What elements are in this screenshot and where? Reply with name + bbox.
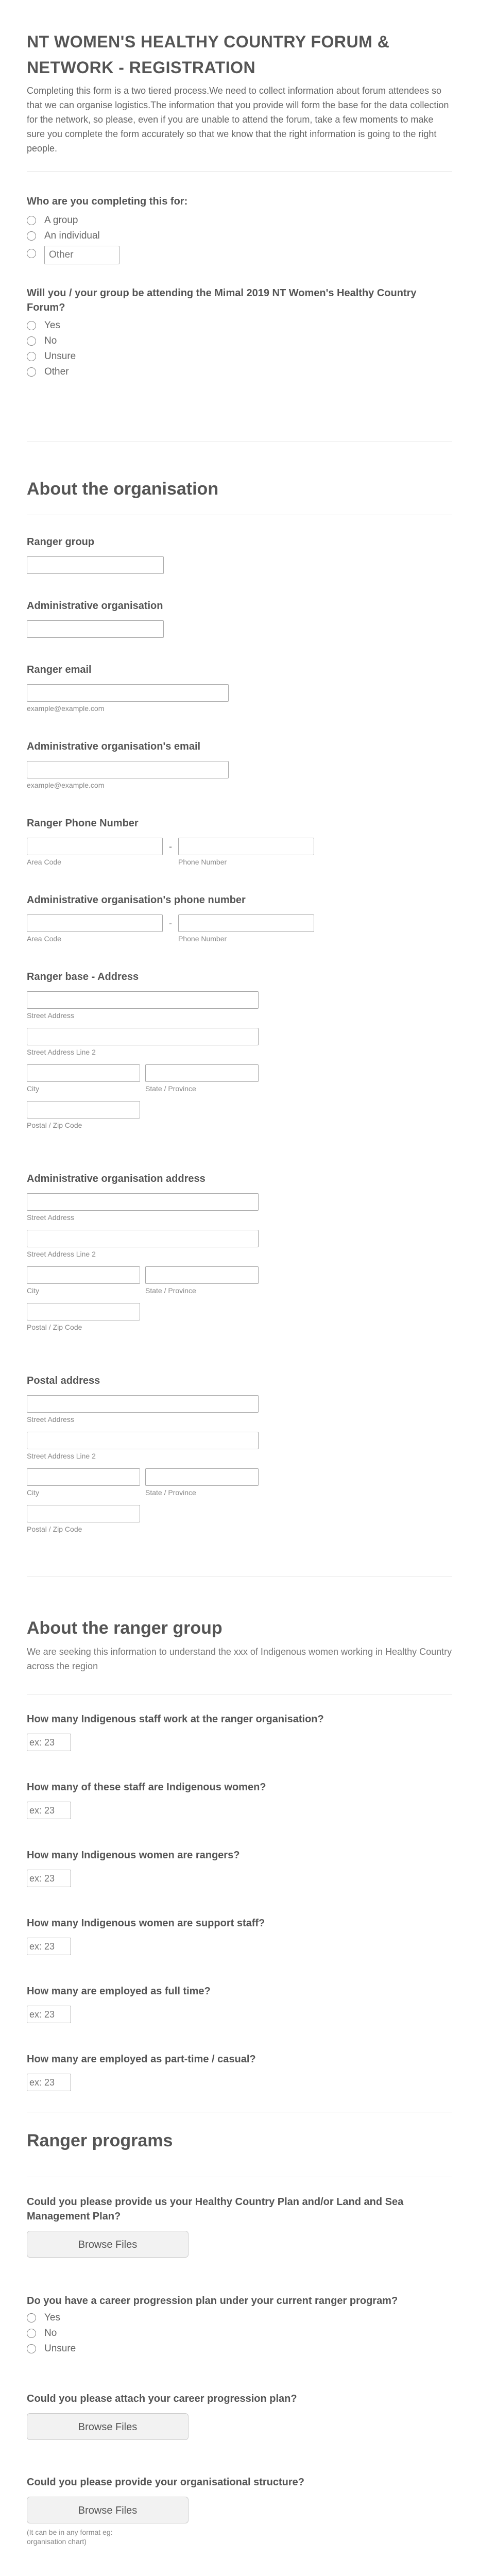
ranger-street-input[interactable] (27, 991, 259, 1009)
street2-label: Street Address Line 2 (27, 1048, 96, 1056)
option-label: No (44, 2328, 57, 2338)
field-women-rangers (27, 1835, 452, 1903)
question-who (27, 172, 452, 279)
structure-note: (It can be in any format eg: organisation chart) (27, 2528, 113, 2546)
ranger-city-input[interactable] (27, 1064, 140, 1082)
admin-address-label: Administrative organisation address (27, 1173, 206, 1184)
radio-unsure[interactable] (27, 352, 36, 361)
radio-a-group[interactable] (27, 216, 36, 225)
field-ranger-email (27, 653, 452, 730)
postal-postal-input[interactable] (27, 1505, 140, 1522)
radio-unsure[interactable] (27, 2344, 36, 2353)
option-other[interactable] (27, 244, 452, 266)
radio-no[interactable] (27, 336, 36, 346)
option-label: An individual (44, 230, 100, 241)
radio-no[interactable] (27, 2329, 36, 2338)
career-label: Do you have a career progression plan under your current ranger program? (27, 2295, 398, 2307)
field-full-time (27, 1971, 452, 2039)
phone-number-label: Phone Number (178, 935, 227, 943)
option-label: No (44, 335, 57, 346)
option-other-attend[interactable] (27, 364, 452, 380)
browse-files-button[interactable]: Browse Files (27, 2231, 189, 2258)
field-attach-career-plan (27, 2372, 452, 2455)
phone-number-label: Phone Number (178, 858, 227, 866)
option-a-group[interactable] (27, 213, 452, 228)
area-code-label: Area Code (27, 935, 61, 943)
option-yes[interactable] (27, 318, 452, 333)
postal-label: Postal / Zip Code (27, 1121, 82, 1129)
city-label: City (27, 1084, 40, 1093)
question-label: How many of these staff are Indigenous women? (27, 1782, 266, 1793)
question-label: How many Indigenous women are rangers? (27, 1850, 240, 1861)
radio-an-individual[interactable] (27, 231, 36, 241)
field-ranger-address (27, 960, 452, 1162)
option-no[interactable] (27, 2326, 452, 2341)
option-an-individual[interactable] (27, 228, 452, 244)
field-admin-phone (27, 884, 452, 960)
postal-street-input[interactable] (27, 1395, 259, 1413)
question-who-label: Who are you completing this for: (27, 196, 188, 207)
field-org-structure (27, 2455, 452, 2576)
option-label: Yes (44, 2312, 60, 2323)
ranger-email-label: Ranger email (27, 664, 92, 675)
field-admin-email (27, 730, 452, 807)
field-admin-org (27, 589, 452, 653)
section-organisation (27, 442, 452, 515)
option-unsure[interactable] (27, 2341, 452, 2357)
attach-label: Could you please attach your career progression plan? (27, 2393, 297, 2404)
admin-org-label: Administrative organisation (27, 600, 163, 612)
postal-city-input[interactable] (27, 1468, 140, 1486)
question-label: How many Indigenous staff work at the ranger organisation? (27, 1714, 324, 1725)
admin-street-input[interactable] (27, 1193, 259, 1211)
option-label: A group (44, 215, 78, 226)
area-code-label: Area Code (27, 858, 61, 866)
radio-other-attend[interactable] (27, 367, 36, 377)
street-label: Street Address (27, 1213, 74, 1222)
field-support-staff (27, 1903, 452, 1971)
form-title: NT WOMEN'S HEALTHY COUNTRY FORUM & NETWORK - REGISTRATION (27, 32, 390, 77)
ranger-email-input[interactable] (27, 684, 229, 702)
admin-phone-label: Administrative organisation's phone number (27, 894, 246, 906)
form-intro: Completing this form is a two tiered process.We need to collect information about forum attendees so that we can organise logistics.The information that you provide will form the base for the data collection for the network, so please, even if you are unable to attend the forum, take a few moments to make sure you complete the form accurately so that we know that the right information is going to the right people. (27, 86, 449, 154)
admin-area-code-input[interactable] (27, 914, 163, 932)
field-indigenous-women-staff (27, 1767, 452, 1835)
option-label: Unsure (44, 2343, 76, 2354)
admin-phone-input[interactable] (178, 914, 314, 932)
field-ranger-group (27, 515, 452, 589)
number-input[interactable] (27, 1802, 71, 1819)
admin-street2-input[interactable] (27, 1230, 259, 1247)
ranger-state-input[interactable] (145, 1064, 259, 1082)
number-input[interactable] (27, 1938, 71, 1955)
question-attend-label: Will you / your group be attending the Mimal 2019 NT Women's Healthy Country Forum? (27, 287, 417, 313)
street-label: Street Address (27, 1415, 74, 1423)
option-unsure[interactable] (27, 349, 452, 364)
field-career-progression (27, 2273, 452, 2372)
question-attend (27, 279, 452, 442)
email-hint: example@example.com (27, 704, 105, 713)
phone-dash: - (169, 841, 172, 852)
admin-email-label: Administrative organisation's email (27, 741, 201, 752)
state-label: State / Province (145, 1488, 196, 1497)
state-label: State / Province (145, 1286, 196, 1295)
ranger-phone-input[interactable] (178, 838, 314, 855)
number-input[interactable] (27, 1870, 71, 1887)
option-label: Other (44, 366, 69, 377)
city-label: City (27, 1488, 40, 1497)
option-yes[interactable] (27, 2310, 452, 2326)
ranger-address-label: Ranger base - Address (27, 971, 139, 982)
postal-label: Postal / Zip Code (27, 1525, 82, 1533)
number-input[interactable] (27, 2074, 71, 2091)
email-hint: example@example.com (27, 781, 105, 789)
radio-other[interactable] (27, 249, 36, 258)
number-input[interactable] (27, 2006, 71, 2023)
street2-label: Street Address Line 2 (27, 1250, 96, 1258)
question-label: How many Indigenous women are support staff? (27, 1918, 265, 1929)
browse-files-button[interactable]: Browse Files (27, 2497, 189, 2523)
admin-email-input[interactable] (27, 761, 229, 778)
ranger-area-code-input[interactable] (27, 838, 163, 855)
street-label: Street Address (27, 1011, 74, 1020)
postal-label: Postal / Zip Code (27, 1323, 82, 1331)
question-label: How many are employed as part-time / casual? (27, 2054, 256, 2065)
section-ranger-programs-heading: Ranger programs (27, 2131, 173, 2150)
form-header (27, 0, 452, 172)
phone-dash: - (169, 918, 172, 928)
postal-state-input[interactable] (145, 1468, 259, 1486)
other-input[interactable] (44, 246, 119, 264)
admin-state-input[interactable] (145, 1266, 259, 1284)
ranger-group-input[interactable] (27, 556, 164, 574)
admin-postal-input[interactable] (27, 1303, 140, 1320)
ranger-postal-input[interactable] (27, 1101, 140, 1118)
postal-address-label: Postal address (27, 1375, 100, 1386)
question-label: How many are employed as full time? (27, 1986, 211, 1997)
state-label: State / Province (145, 1084, 196, 1093)
field-admin-address (27, 1162, 452, 1364)
ranger-street2-input[interactable] (27, 1028, 259, 1045)
structure-label: Could you please provide your organisational structure? (27, 2477, 304, 2488)
section-ranger-programs (27, 2112, 452, 2177)
field-indigenous-staff (27, 1694, 452, 1767)
field-healthy-country-plan (27, 2177, 452, 2273)
field-part-time (27, 2039, 452, 2112)
number-input[interactable] (27, 1734, 71, 1751)
radio-yes[interactable] (27, 321, 36, 330)
browse-files-button[interactable]: Browse Files (27, 2413, 189, 2440)
field-ranger-phone (27, 807, 452, 884)
section-ranger-group (27, 1577, 452, 1694)
admin-city-input[interactable] (27, 1266, 140, 1284)
option-no[interactable] (27, 333, 452, 349)
section-ranger-group-heading: About the ranger group (27, 1618, 223, 1638)
field-postal-address (27, 1364, 452, 1577)
postal-street2-input[interactable] (27, 1432, 259, 1449)
section-ranger-group-desc: We are seeking this information to understand the xxx of Indigenous women working in Healthy Country across the region (27, 1647, 452, 1671)
admin-org-input[interactable] (27, 620, 164, 638)
city-label: City (27, 1286, 40, 1295)
plan-label: Could you please provide us your Healthy Country Plan and/or Land and Sea Management Plan? (27, 2196, 404, 2222)
ranger-group-label: Ranger group (27, 536, 95, 548)
option-label: Yes (44, 320, 60, 331)
section-organisation-heading: About the organisation (27, 479, 219, 499)
street2-label: Street Address Line 2 (27, 1452, 96, 1460)
option-label: Unsure (44, 351, 76, 362)
ranger-phone-label: Ranger Phone Number (27, 818, 139, 829)
radio-yes[interactable] (27, 2313, 36, 2323)
